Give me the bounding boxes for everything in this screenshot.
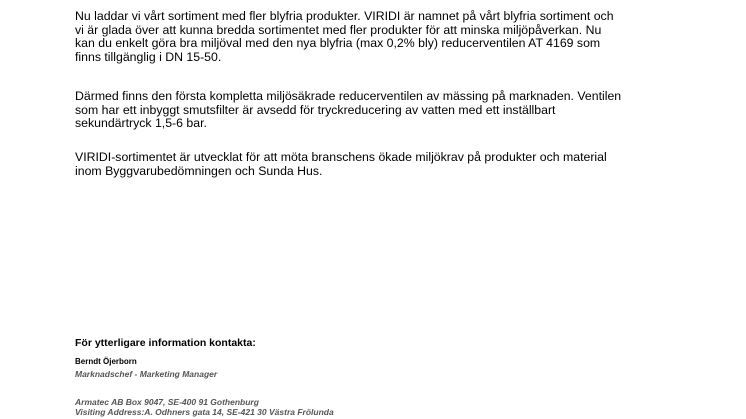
paragraph-valve-description: Därmed finns den första kompletta miljösäkrade reducerventilen av mässing på marknaden. Ventilen som har ett inbyggt smutsfilter är avsedd för tryckreducering av vatten med ett inställbart sekundärtryck 1,5-6 bar. xyxy=(75,89,622,130)
paragraph-viridi-range: VIRIDI-sortimentet är utvecklat för att möta branschens ökade miljökrav på produkter och material inom Byggvarubedömningen och Sunda Hus. xyxy=(75,150,607,178)
company-postal-address: Armatec AB Box 9047, SE-400 91 Gothenburg xyxy=(75,397,259,407)
contact-name: Berndt Öjerborn xyxy=(75,357,137,366)
contact-title: Marknadschef - Marketing Manager xyxy=(75,369,218,379)
contact-heading: För ytterligare information kontakta: xyxy=(75,337,256,349)
paragraph-intro: Nu laddar vi vårt sortiment med fler blyfria produkter. VIRIDI är namnet på vårt blyfria sortiment och vi är glada över att kunna bredda sortimentet med fler produkter för att minska miljöpåverkan. Nu kan du enkelt göra bra miljöval med den nya blyfria (max 0,2% bly) reducerventilen AT 4169 som finns tillgänglig i DN 15-50. xyxy=(75,9,614,64)
company-visiting-address: Visiting Address:A. Odhners gata 14, SE-421 30 Västra Frölunda xyxy=(75,407,334,417)
